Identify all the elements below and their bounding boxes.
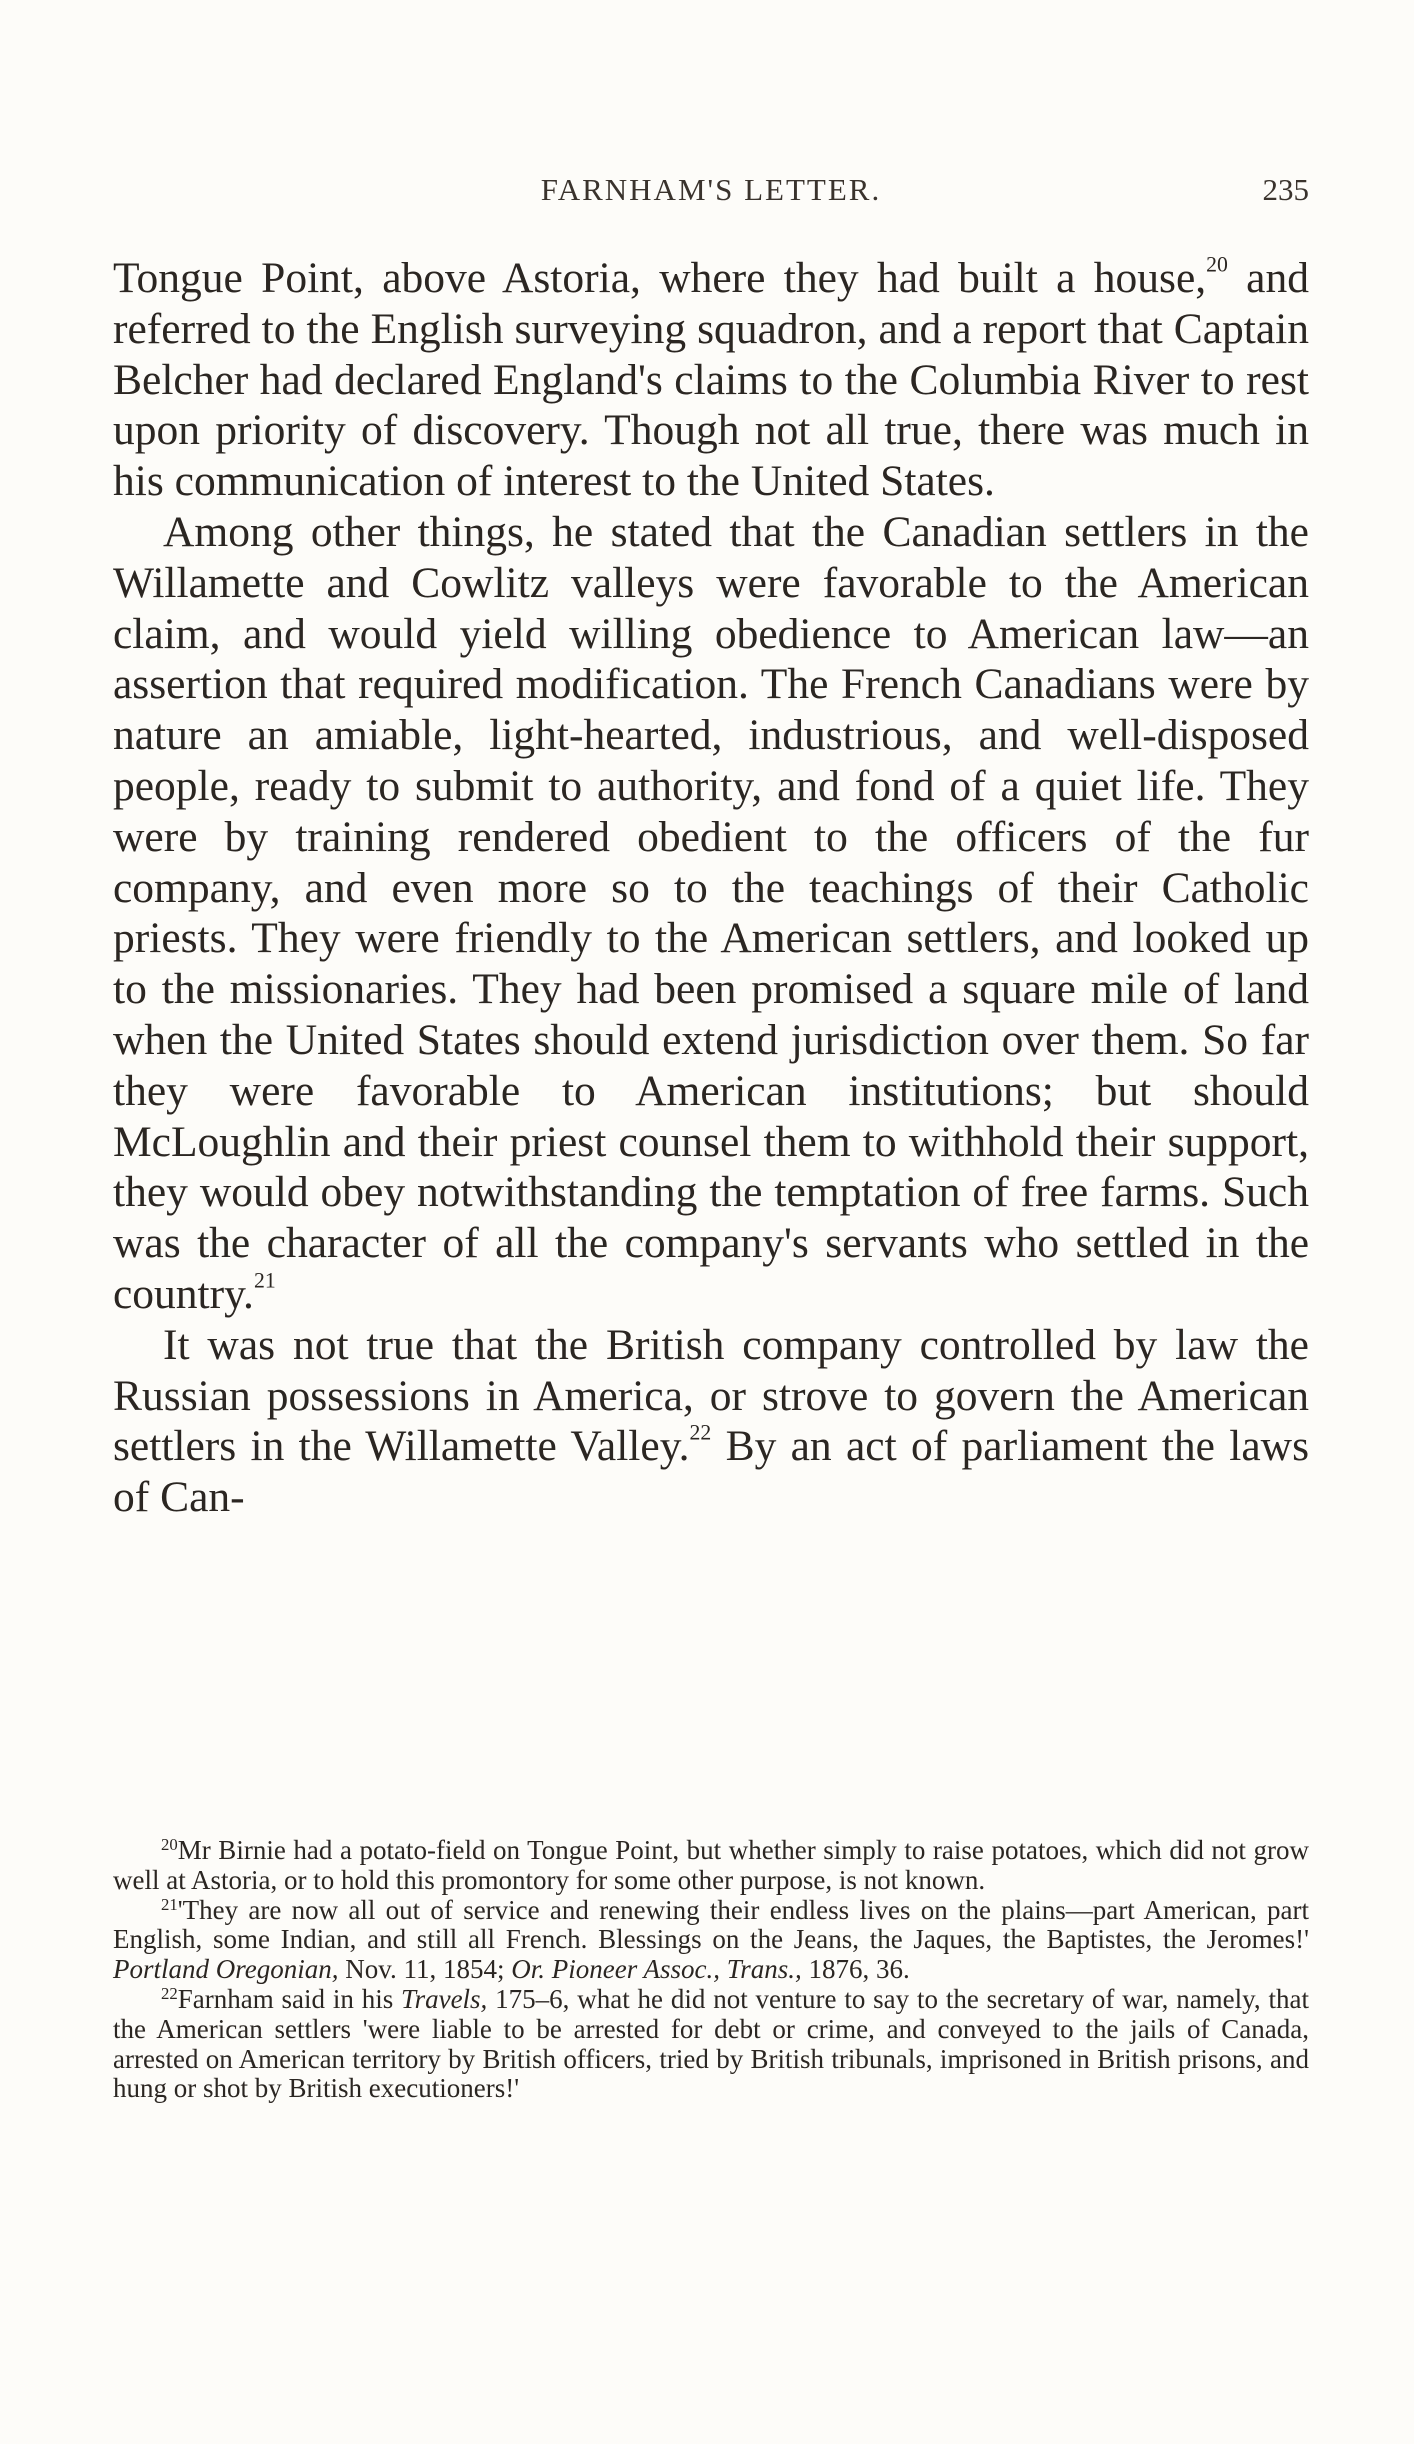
footnote-22 bbox=[113, 1985, 1309, 2104]
running-head: FARNHAM'S LETTER. bbox=[540, 172, 882, 207]
paragraph-2 bbox=[113, 507, 1309, 1320]
paragraph-2-text: Among other things, he stated that the Canadian settlers in the Willamette and Cowlitz valleys were favorable to the American claim, and would yield willing obedience to American law—an assertion that required modification. The French Canadians were by nature an amiable, light-hearted, industrious, and well-disposed people, ready to submit to authority, and fond of a quiet life. They were by training rendered obedient to the officers of the fur company, and even more so to the teachings of their Catholic priests. They were friendly to the American settlers, and looked up to the missionaries. They had been promised a square mile of land when the United States should extend jurisdiction over them. So far they were favorable to American institutions; but should McLoughlin and their priest counsel them to withhold their support, they would obey notwithstanding the temptation of free farms. Such was the character of all the company's servants who settled in the country. bbox=[113, 507, 1309, 1318]
footnote-21-text-a: 'They are now all out of service and renewing their endless lives on the plains—part American, part English, some Indian, and still all French. Blessings on the Jeans, the Jaques, the Baptistes, the Jeromes!' bbox=[113, 1894, 1309, 1955]
paragraph-1-text-a: Tongue Point, above Astoria, where they had built a house, bbox=[113, 254, 1207, 302]
footnote-22-citation: Travels, bbox=[401, 1983, 488, 2014]
footnote-22-mark: 22 bbox=[161, 1983, 178, 2003]
footnote-ref-22: 22 bbox=[689, 1420, 712, 1445]
paragraph-3 bbox=[113, 1320, 1309, 1523]
footnote-20-mark: 20 bbox=[161, 1834, 178, 1854]
footnote-20 bbox=[113, 1836, 1309, 1896]
footnote-21-citation-2: Or. Pioneer Assoc., Trans., bbox=[511, 1954, 802, 1985]
page-header bbox=[113, 168, 1309, 218]
footnotes bbox=[113, 1836, 1309, 2104]
footnote-21 bbox=[113, 1896, 1309, 1985]
footnote-20-text: Mr Birnie had a potato-field on Tongue Point, but whether simply to raise potatoes, which did not grow well at Astoria, or to hold this promontory for some other purpose, is not known. bbox=[113, 1835, 1309, 1895]
main-text bbox=[113, 253, 1309, 1523]
footnote-ref-20: 20 bbox=[1206, 252, 1228, 277]
footnote-21-text-c: 1876, 36. bbox=[801, 1954, 910, 1985]
paragraph-1 bbox=[113, 253, 1309, 507]
paragraph-3-text-a: It was not true that the British company controlled by law the Russian possessions in America, or strove to govern the American settlers in the Willamette Valley. bbox=[113, 1320, 1309, 1471]
footnote-21-mark: 21 bbox=[161, 1894, 178, 1914]
paragraph-3-text-b: By an act of parliament the laws of Can- bbox=[113, 1422, 1310, 1522]
paragraph-1-text-b: and referred to the English surveying squadron, and a report that Captain Belcher had declared England's claims to the Columbia River to rest upon priority of discovery. Though not all true, there was much in his communication of interest to the United States. bbox=[113, 254, 1309, 506]
footnote-22-text-b: 175–6, what he did not venture to say to the secretary of war, namely, that the American settlers 'were liable to be arrested for debt or crime, and conveyed to the jails of Canada, arrested on American territory by British officers, tried by British tribunals, imprisoned in British prisons, and hung or shot by British executioners!' bbox=[113, 1983, 1309, 2104]
page-number: 235 bbox=[1262, 172, 1309, 207]
footnote-21-citation-1: Portland Oregonian, bbox=[113, 1954, 339, 1985]
footnote-21-text-b: Nov. 11, 1854; bbox=[338, 1954, 512, 1985]
footnote-22-text-a: Farnham said in his bbox=[177, 1983, 402, 2014]
footnote-ref-21: 21 bbox=[253, 1268, 276, 1293]
